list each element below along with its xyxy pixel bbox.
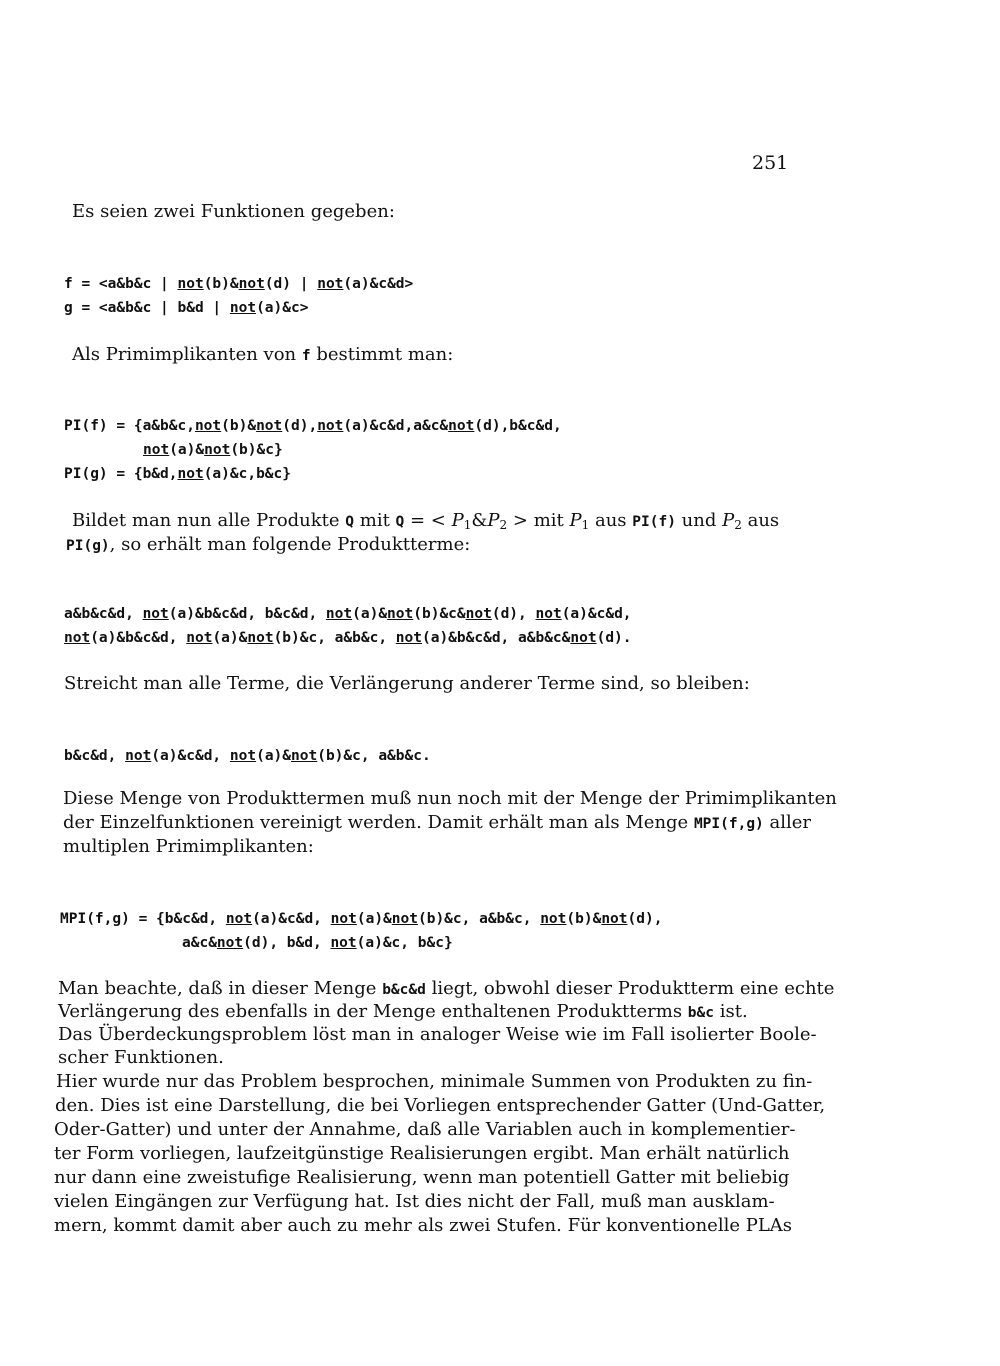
remaining-terms: b&c&d, not(a)&c&d, not(a)&not(b)&c, a&b&c. bbox=[64, 748, 431, 764]
terms-line-2: not(a)&b&c&d, not(a)&not(b)&c, a&b&c, not(a)&b&c&d, a&b&c&not(d). bbox=[64, 630, 632, 646]
das-line-1: Das Überdeckungsproblem löst man in analoger Weise wie im Fall isolierter Boole- bbox=[58, 1024, 817, 1045]
man-line-1: Man beachte, daß in dieser Menge b&c&d liegt, obwohl dieser Produktterm eine echte bbox=[58, 978, 835, 999]
hier-line-4: ter Form vorliegen, laufzeitgünstige Realisierungen ergibt. Man erhält natürlich bbox=[54, 1143, 790, 1164]
mpi-line-1: MPI(f,g) = {b&c&d, not(a)&c&d, not(a)&not(b)&c, a&b&c, not(b)&not(d), bbox=[60, 911, 663, 927]
streicht-text: Streicht man alle Terme, die Verlängerung anderer Terme sind, so bleiben: bbox=[64, 673, 750, 694]
pi-g-line: PI(g) = {b&d,not(a)&c,b&c} bbox=[64, 466, 292, 482]
hier-line-6: vielen Eingängen zur Verfügung hat. Ist dies nicht der Fall, muß man ausklam- bbox=[54, 1191, 775, 1212]
g-definition: g = <a&b&c | b&d | not(a)&c> bbox=[64, 300, 309, 316]
bildet-line-2: PI(g), so erhält man folgende Produktterme: bbox=[66, 534, 471, 555]
diese-line-2: der Einzelfunktionen vereinigt werden. Damit erhält man als Menge MPI(f,g) aller bbox=[63, 812, 812, 833]
mpi-line-2: a&c&not(d), b&d, not(a)&c, b&c} bbox=[182, 935, 453, 951]
terms-line-1: a&b&c&d, not(a)&b&c&d, b&c&d, not(a)&not(b)&c&not(d), not(a)&c&d, bbox=[64, 606, 632, 622]
diese-line-3: multiplen Primimplikanten: bbox=[63, 836, 314, 857]
das-line-2: scher Funktionen. bbox=[58, 1047, 224, 1068]
hier-line-7: mern, kommt damit aber auch zu mehr als zwei Stufen. Für konventionelle PLAs bbox=[54, 1215, 793, 1236]
bildet-line-1: Bildet man nun alle Produkte Q mit Q = < $P_1\&P_2$ > mit $P_1$ aus PI(f) und $P_2$ aus bbox=[72, 510, 780, 532]
hier-line-2: den. Dies ist eine Darstellung, die bei Vorliegen entsprechender Gatter (Und-Gatter, bbox=[55, 1095, 826, 1116]
diese-line-1: Diese Menge von Produkttermen muß nun noch mit der Menge der Primimplikanten bbox=[63, 788, 837, 809]
pi-f-line-2: not(a)&not(b)&c} bbox=[143, 442, 283, 458]
hier-line-1: Hier wurde nur das Problem besprochen, minimale Summen von Produkten zu fin- bbox=[56, 1071, 813, 1092]
page-number: 251 bbox=[752, 152, 789, 174]
primimplikanten-intro: Als Primimplikanten von f bestimmt man: bbox=[72, 344, 454, 365]
intro-text: Es seien zwei Funktionen gegeben: bbox=[72, 201, 395, 222]
man-line-2: Verlängerung des ebenfalls in der Menge enthaltenen Produktterms b&c ist. bbox=[58, 1001, 748, 1022]
pi-f-line-1: PI(f) = {a&b&c,not(b)&not(d),not(a)&c&d,a&c&not(d),b&c&d, bbox=[64, 418, 562, 434]
hier-line-5: nur dann eine zweistufige Realisierung, wenn man potentiell Gatter mit beliebig bbox=[54, 1167, 790, 1188]
hier-line-3: Oder-Gatter) und unter der Annahme, daß alle Variablen auch in komplementier- bbox=[54, 1119, 796, 1140]
f-definition: f = <a&b&c | not(b)&not(d) | not(a)&c&d> bbox=[64, 276, 414, 292]
